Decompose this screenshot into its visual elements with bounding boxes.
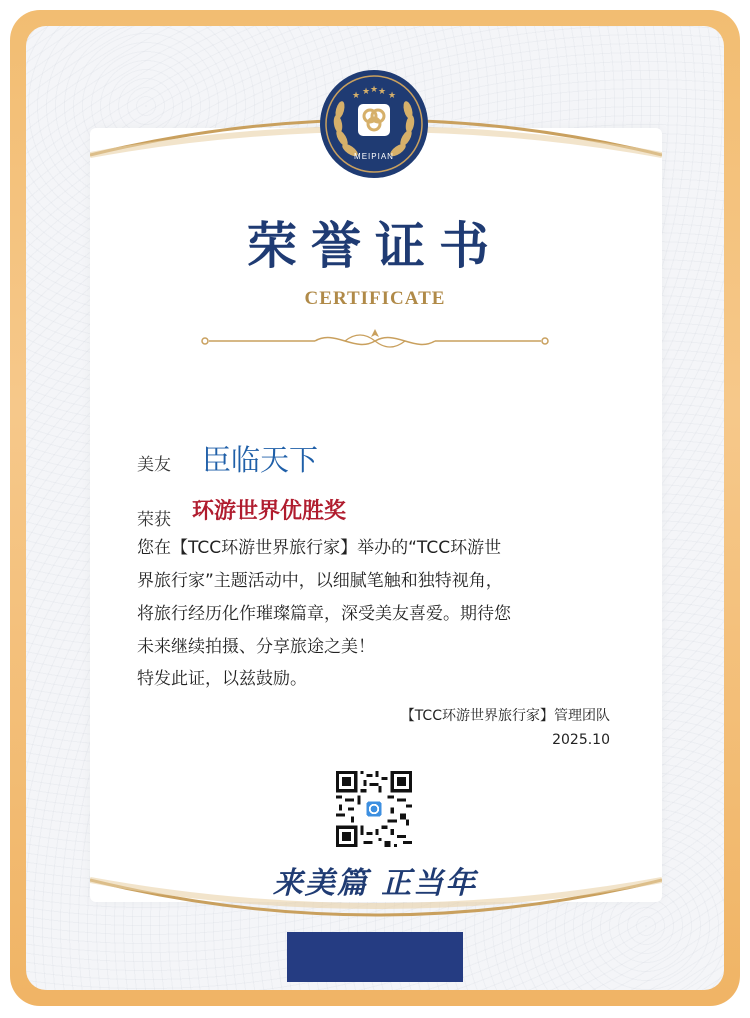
svg-text:★: ★ <box>362 87 371 97</box>
issue-date: 2025.10 <box>552 732 610 748</box>
issuer: 【TCC环游世界旅行家】管理团队 <box>400 708 610 724</box>
bottom-ribbon <box>287 932 463 982</box>
certificate-title: 荣誉证书 <box>247 217 503 275</box>
svg-text:★: ★ <box>352 91 361 101</box>
logo-text: MEIPIAN <box>354 152 394 161</box>
friend-label: 美友 <box>137 455 171 475</box>
certificate-body <box>137 532 617 664</box>
body-line: 界旅行家”主题活动中，以细腻笔触和独特视角， <box>137 571 503 591</box>
award-label: 荣获 <box>137 510 171 530</box>
laurel-emblem-icon <box>318 68 430 180</box>
qr-code-icon[interactable] <box>336 771 412 847</box>
body-line: 将旅行经历化作璀璨篇章，深受美友喜爱。期待您 <box>137 604 511 624</box>
body-line: 您在【TCC环游世界旅行家】举办的“TCC环游世 <box>137 538 502 558</box>
svg-text:★: ★ <box>370 85 379 95</box>
certificate-subtitle: CERTIFICATE <box>304 288 446 309</box>
friend-name: 臣临天下 <box>202 443 319 477</box>
svg-text:★: ★ <box>378 87 387 97</box>
svg-text:★: ★ <box>388 91 397 101</box>
award-name: 环游世界优胜奖 <box>192 499 347 524</box>
brand-slogan: 来美篇 正当年 <box>272 866 478 901</box>
body-line: 未来继续拍摄、分享旅途之美！ <box>137 637 375 657</box>
ornament-divider <box>195 325 555 357</box>
closing-text: 特发此证，以兹鼓励。 <box>137 669 307 689</box>
